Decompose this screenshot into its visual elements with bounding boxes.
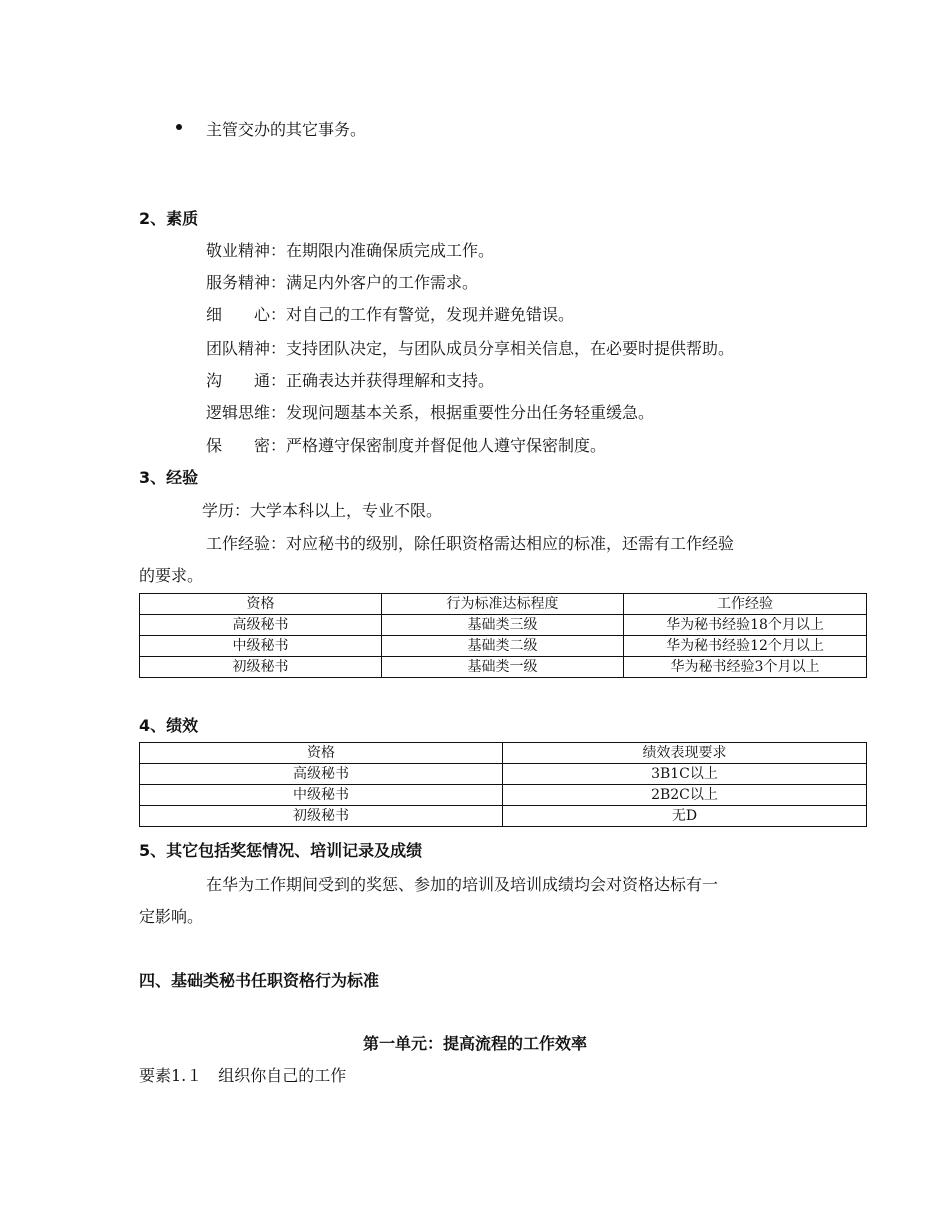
quality-line: 保 密：严格遵守保密制度并督促他人遵守保密制度。	[206, 436, 607, 455]
influence-line-2: 定影响。	[139, 907, 204, 926]
table-header-row	[140, 743, 867, 764]
table-header-cell: 工作经验	[624, 594, 867, 615]
table-cell: 华为秘书经验12个月以上	[624, 636, 867, 657]
table-header-cell: 绩效表现要求	[503, 743, 867, 764]
table-cell: 3B1C以上	[503, 764, 867, 785]
table-cell: 基础类三级	[382, 615, 624, 636]
experience-line-1: 工作经验：对应秘书的级别，除任职资格需达相应的标准，还需有工作经验	[206, 534, 735, 553]
table-cell: 无D	[503, 806, 867, 827]
quality-line: 服务精神：满足内外客户的工作需求。	[206, 273, 479, 292]
experience-table	[139, 593, 867, 678]
bullet-icon	[176, 124, 182, 130]
unit-title: 第一单元：提高流程的工作效率	[362, 1034, 587, 1053]
experience-line-2: 的要求。	[139, 566, 204, 585]
element-line: 要素1.１ 组织你自己的工作	[139, 1066, 347, 1085]
section2-heading: 2、素质	[139, 209, 199, 228]
influence-line-1: 在华为工作期间受到的奖惩、参加的培训及培训成绩均会对资格达标有一	[206, 875, 719, 894]
table-cell: 华为秘书经验3个月以上	[624, 657, 867, 678]
section5-heading: 5、其它包括奖惩情况、培训记录及成绩	[139, 841, 423, 860]
section3-heading: 3、经验	[139, 468, 199, 487]
quality-line: 逻辑思维：发现问题基本关系，根据重要性分出任务轻重缓急。	[206, 403, 655, 422]
table-cell: 高级秘书	[140, 764, 503, 785]
table-row	[140, 806, 867, 827]
table-header-cell: 资格	[140, 743, 503, 764]
quality-line: 沟 通：正确表达并获得理解和支持。	[206, 371, 495, 390]
table-row	[140, 615, 867, 636]
table-header-row	[140, 594, 867, 615]
table-row	[140, 636, 867, 657]
table-row	[140, 657, 867, 678]
table-cell: 中级秘书	[140, 785, 503, 806]
table-cell: 初级秘书	[140, 657, 382, 678]
table-cell: 中级秘书	[140, 636, 382, 657]
table-cell: 基础类二级	[382, 636, 624, 657]
table-cell: 华为秘书经验18个月以上	[624, 615, 867, 636]
table-cell: 初级秘书	[140, 806, 503, 827]
table-row	[140, 785, 867, 806]
table-cell: 高级秘书	[140, 615, 382, 636]
table-header-cell: 资格	[140, 594, 382, 615]
education-line: 学历：大学本科以上，专业不限。	[202, 501, 443, 520]
table-row	[140, 764, 867, 785]
bullet-text: 主管交办的其它事务。	[206, 120, 367, 139]
quality-line: 团队精神：支持团队决定，与团队成员分享相关信息，在必要时提供帮助。	[206, 339, 735, 358]
table-cell: 2B2C以上	[503, 785, 867, 806]
part4-heading: 四、基础类秘书任职资格行为标准	[139, 971, 380, 990]
table-cell: 基础类一级	[382, 657, 624, 678]
section4-heading: 4、绩效	[139, 716, 199, 735]
quality-line: 细 心：对自己的工作有警觉，发现并避免错误。	[206, 305, 575, 324]
quality-line: 敬业精神：在期限内准确保质完成工作。	[206, 241, 495, 260]
performance-table	[139, 742, 867, 827]
table-header-cell: 行为标准达标程度	[382, 594, 624, 615]
